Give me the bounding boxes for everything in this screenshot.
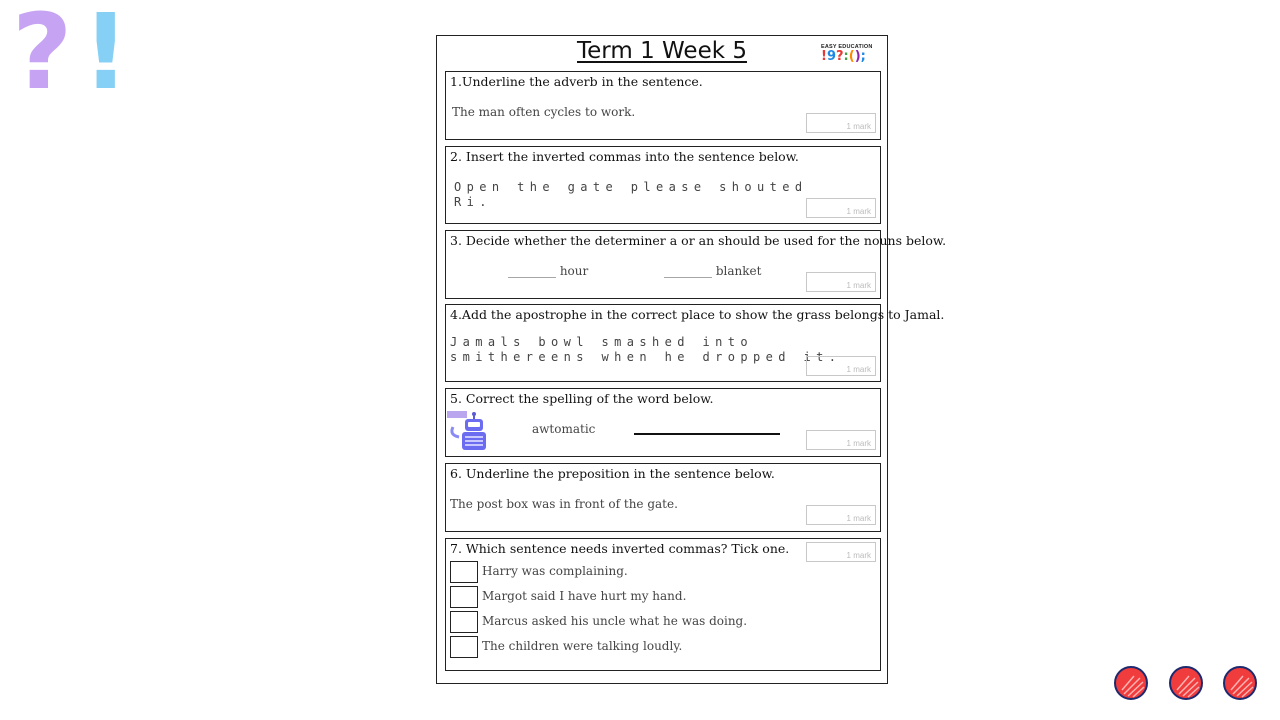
mark-box[interactable]: 1 mark [806,356,876,376]
question-7 [445,538,881,671]
easy-education-logo [821,44,879,66]
scribble-icon [1116,668,1148,700]
nav-button-home[interactable] [1169,666,1203,700]
question-6-title: 6. Underline the preposition in the sentence below. [450,466,775,481]
question-1 [445,71,881,140]
logo-glyphs: !9?:(); [821,49,866,64]
question-5-title: 5. Correct the spelling of the word below. [450,391,714,406]
question-4-sentence: Jamals bowl smashed into smithereens when he dropped it. [450,335,842,364]
answer-line[interactable] [634,433,780,435]
question-3-title: 3. Decide whether the determiner a or an should be used for the nouns below. [450,233,947,248]
exclamation-mark-glyph: ! [82,0,130,113]
tick-option-3 [450,611,870,633]
worksheet [436,35,947,684]
tick-option-2 [450,586,870,608]
mark-box[interactable]: 1 mark [806,505,876,525]
tick-box[interactable] [450,611,478,633]
nav-button-previous[interactable] [1114,666,1148,700]
question-exclamation-decoration [12,0,130,113]
robot-icon [447,411,491,453]
tick-box[interactable] [450,561,478,583]
tick-option-4 [450,636,870,658]
tick-option-label: Harry was complaining. [482,564,628,578]
scribble-icon [1225,668,1257,700]
question-7-title: 7. Which sentence needs inverted commas? Tick one. [450,541,790,556]
logo-text: EASY EDUCATION [821,44,873,50]
question-3 [445,230,947,299]
mark-box[interactable]: 1 mark [806,272,876,292]
misspelled-word: awtomatic [532,422,596,436]
nav-button-next[interactable] [1223,666,1257,700]
worksheet-title: Term 1 Week 5 [577,38,747,64]
scribble-icon [1171,668,1203,700]
mark-box[interactable]: 1 mark [806,198,876,218]
mark-box[interactable]: 1 mark [806,430,876,450]
tick-box[interactable] [450,586,478,608]
question-1-sentence: The man often cycles to work. [452,105,636,119]
question-mark-glyph: ? [12,0,73,113]
question-5 [445,388,881,457]
mark-box[interactable]: 1 mark [806,113,876,133]
tick-option-label: Marcus asked his uncle what he was doing. [482,614,748,628]
tick-option-1 [450,561,870,583]
question-2-sentence: Open the gate please shouted Ri. [454,180,808,209]
question-2-title: 2. Insert the inverted commas into the sentence below. [450,149,799,164]
question-2 [445,146,881,224]
question-4 [445,304,945,382]
determiner-blank-hour[interactable]: ________ hour [508,264,589,278]
mark-box[interactable]: 1 mark [806,542,876,562]
question-4-title: 4.Add the apostrophe in the correct place to show the grass belongs to Jamal. [450,307,945,322]
question-6 [445,463,881,532]
tick-option-label: The children were talking loudly. [482,639,683,653]
tick-box[interactable] [450,636,478,658]
question-1-title: 1.Underline the adverb in the sentence. [450,74,703,89]
determiner-blank-blanket[interactable]: ________ blanket [664,264,762,278]
tick-option-label: Margot said I have hurt my hand. [482,589,687,603]
question-6-sentence: The post box was in front of the gate. [450,497,678,511]
